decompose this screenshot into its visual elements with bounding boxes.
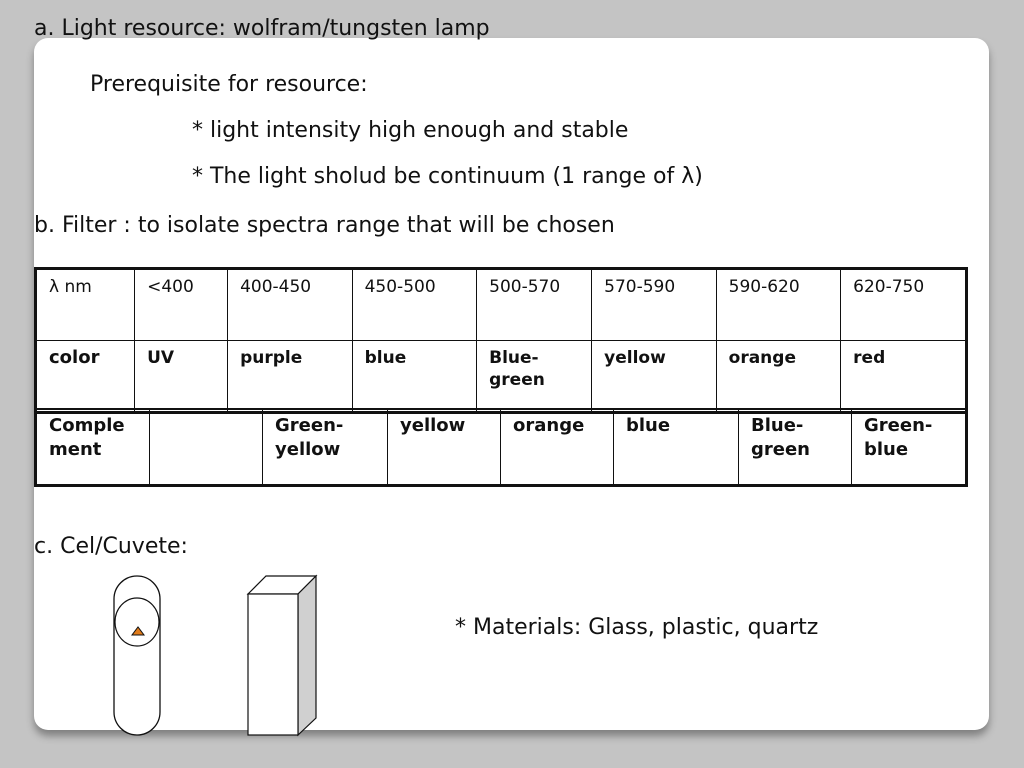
prerequisite-title: Prerequisite for resource: bbox=[90, 72, 368, 97]
cell-wavelength: 500-570 bbox=[477, 269, 592, 341]
cell-color: yellow bbox=[592, 341, 717, 413]
cell-wavelength: 620-750 bbox=[841, 269, 967, 341]
cell-color: purple bbox=[228, 341, 353, 413]
cuvette-diagram bbox=[100, 570, 340, 740]
heading-filter: b. Filter : to isolate spectra range that will be chosen bbox=[34, 213, 615, 238]
cell-color-label: color bbox=[36, 341, 135, 413]
materials-text: * Materials: Glass, plastic, quartz bbox=[455, 615, 819, 640]
cell-color: orange bbox=[716, 341, 841, 413]
filter-table bbox=[34, 267, 968, 414]
cell-wavelength: <400 bbox=[135, 269, 228, 341]
cell-complement: Blue-green bbox=[739, 409, 852, 486]
cell-complement bbox=[150, 409, 263, 486]
cell-wavelength: 570-590 bbox=[592, 269, 717, 341]
heading-cuvette: c. Cel/Cuvete: bbox=[34, 534, 188, 559]
square-cuvette-icon bbox=[248, 576, 316, 735]
cell-wavelength: 400-450 bbox=[228, 269, 353, 341]
cell-complement: yellow bbox=[388, 409, 501, 486]
prerequisite-item-1: * light intensity high enough and stable bbox=[192, 118, 629, 143]
cell-complement-label: Complement bbox=[36, 409, 150, 486]
round-cuvette-icon bbox=[114, 576, 160, 735]
cell-complement: orange bbox=[501, 409, 614, 486]
cell-wavelength: 450-500 bbox=[352, 269, 477, 341]
cell-color: red bbox=[841, 341, 967, 413]
table-row-wavelength bbox=[36, 269, 967, 341]
cell-complement: blue bbox=[614, 409, 739, 486]
table-row-color bbox=[36, 341, 967, 413]
prerequisite-item-2: * The light sholud be continuum (1 range of λ) bbox=[192, 164, 703, 189]
cell-complement: Green-yellow bbox=[263, 409, 388, 486]
cell-wavelength: 590-620 bbox=[716, 269, 841, 341]
cell-color: Blue-green bbox=[477, 341, 592, 413]
cell-color: UV bbox=[135, 341, 228, 413]
cell-complement: Green-blue bbox=[852, 409, 967, 486]
cell-wavelength-label: λ nm bbox=[36, 269, 135, 341]
complement-table bbox=[34, 408, 968, 487]
cell-color: blue bbox=[352, 341, 477, 413]
heading-light-resource: a. Light resource: wolfram/tungsten lamp bbox=[34, 16, 490, 41]
table-row-complement bbox=[36, 409, 967, 486]
